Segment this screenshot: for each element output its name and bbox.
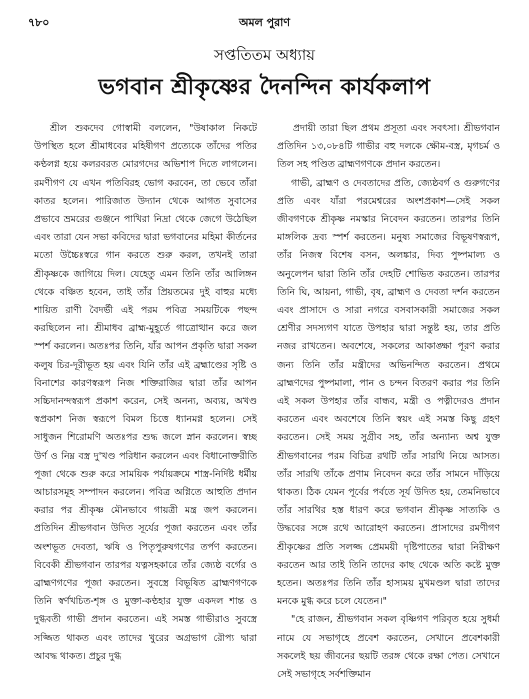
paragraph: শ্রীল শুকদেব গোস্বামী বললেন, "উষাকাল নিকটে উপস্থিত হলে শ্রীমাধবের মহিষীগণ প্রত্যেকে তাঁদের পতির কণ্ঠলগ্ন হয়ে কলরবরত মোরগদের অভিশাপ দিতে লাগলেন। রমণীগণ যে এখন পতিবিরহ ভোগ করবেন, তা ভেবে তাঁরা কাতর হলেন। পারিজাত উদ্যান থেকে আগত সুবাসের প্রভাবে ভ্রমরের গুঞ্জনে পাখিরা নিদ্রা থেকে জেগে উঠেছিল এবং তারা যেন সভা কবিদের দ্বারা ভগবানের মহিমা কীর্তনের মতো উচ্চৈঃস্বরে গান করতে শুরু করল, তখনই তারা শ্রীকৃষ্ণকে জাগিয়ে দিল। যেহেতু এমন তিনি তাঁর আলিঙ্গন থেকে বঞ্চিত হবেন, তাই তাঁর প্রিয়তমের দুই বাহুর মধ্যে শায়িত রাণী বৈদর্ভী এই পরম পবিত্র সময়টিকে পছন্দ করছিলেন না। শ্রীমাধব ব্রাহ্ম-মুহূর্তে গাত্রোত্থান করে জল স্পর্শ করলেন। অতঃপর তিনি, যাঁর আপন প্রকৃতি দ্বারা সকল কলুষ চির-দূরীভূত হয় এবং যিনি তাঁর এই ব্রহ্মাণ্ডের সৃষ্টি ও বিনাশের কারণস্বরূপ নিজ শক্তিরাজির দ্বারা তাঁর আপন সচ্চিদানন্দস্বরূপ প্রকাশ করেন, সেই অনন্য, অব্যয়, অখণ্ড স্বপ্রকাশ নিজ স্বরূপে বিমল চিত্তে ধ্যানমগ্ন হলেন। সেই সাধুজন শিরোমণি অতঃপর শুদ্ধ জলে স্নান করলেন। স্বচ্ছ উর্ণ ও নিম্ন বস্ত্র দু'খণ্ড পরিধান করলেন এবং বিধানোক্তরীতি পূজা থেকে শুরু করে সাময়িক পর্যায়ক্রমে শাস্ত্র-নির্দিষ্ট ধর্মীয় আচারসমূহ সম্পাদন করলেন। পবিত্র অগ্নিতে আহুতি প্রদান করার পর শ্রীকৃষ্ণ মৌনভাবে গায়ত্রী মন্ত্র জপ করলেন। প্রতিদিন শ্রীভগবান উদিত সূর্যের পূজা করতেন এবং তাঁর অংশভূত দেবতা, ঋষি ও পিতৃপুরুষগণের তর্পণ করতেন। বিবেকী শ্রীভগবান তারপর যত্নসহকারে তাঁর জ্যেষ্ঠ বর্গের ও ব্রাহ্মণগণের পূজা করতেন। সুবস্ত্রে বিভূষিত ব্রাহ্মণগণকে তিনি স্বর্ণখচিত-শৃঙ্গ ও মুক্তা-কণ্ঠহার যুক্ত একদল শান্ত ও দুগ্ধবতী গাভী প্রদান করতেন। এই সমস্ত গাভীরাও সুবস্ত্রে সজ্জিত থাকত এবং তাদের খুরের অগ্রভাগ রৌপ্য দ্বারা আবদ্ধ থাকত। প্রচুর দুগ্ধ bbox=[34, 123, 257, 662]
book-title: অমল পুরাণ bbox=[238, 16, 291, 29]
running-header bbox=[28, 14, 501, 30]
right-column bbox=[277, 120, 500, 690]
chapter-title: ভগবান শ্রীকৃষ্ণের দৈনন্দিন কার্যকলাপ bbox=[98, 75, 431, 100]
paragraph: "হে রাজন, শ্রীভগবান সকল বৃষ্ণিগণ পরিবৃত হয়ে সুধর্মা নামে যে সভাগৃহে প্রবেশ করতেন, সেখানে প্রবেশকারী সকলেই ছয় জীবনের ছয়টি তরঙ্গ থেকে রক্ষা পেত। সেখানে সেই সভাগৃহে সর্বশক্তিমান bbox=[277, 614, 500, 681]
paragraph: প্রদায়ী তারা ছিল প্রথম প্রসূতা এবং সবৎসা। শ্রীভগবান প্রতিদিন ১৩,০৮৪টি গাভীর বহু দলকে ক্ষৌম-বস্ত্র, মৃগচর্ম ও তিল সহ পণ্ডিত ব্রাহ্মণগণকে প্রদান করতেন। bbox=[277, 123, 500, 171]
paragraph: গাভী, ব্রাহ্মণ ও দেবতাদের প্রতি, জ্যেষ্ঠবর্গ ও গুরুগণের প্রতি এবং যাঁরা পরমেশ্বরের অংশপ্রকাশ—সেই সকল জীবগণকে শ্রীকৃষ্ণ নমস্কার নিবেদন করতেন। তারপর তিনি মাঙ্গলিক দ্রব্য স্পর্শ করতেন। মনুষ্য সমাজের বিভূষণস্বরূপ, তাঁর নিজস্ব বিশেষ বসন, অলঙ্কার, দিব্য পুষ্পমাল্য ও অনুলেপন দ্বারা তিনি তাঁর দেহটি শোভিত করতেন। তারপর তিনি ঘি, আয়না, গাভী, বৃষ, ব্রাহ্মণ ও দেবতা দর্শন করতেন এবং প্রাসাদে ও সারা নগরে বসবাসকারী সমাজের সকল শ্রেণীর সদস্যগণ যাতে উপহার দ্বারা সন্তুষ্ট হয়, তার প্রতি নজর রাখতেন। অবশেষে, সকলের আকাঙ্ক্ষা পূরণ করার জন্য তিনি তাঁর মন্ত্রীদের অভিনন্দিত করতেন। প্রথমে ব্রাহ্মণদের পুষ্পমালা, পান ও চন্দন বিতরণ করার পর তিনি এই সকল উপহার তাঁর বান্ধব, মন্ত্রী ও পত্নীদেরও প্রদান করতেন এবং অবশেষে তিনি স্বয়ং এই সমস্ত কিছু গ্রহণ করতেন। সেই সময় সুগ্রীব সহ, তাঁর অন্যান্য অশ্ব যুক্ত শ্রীভগবানের পরম বিচিত্র রথটি তাঁর সারথি নিয়ে আসত। তাঁর সারথি তাঁকে প্রণাম নিবেদন করে তাঁর সামনে দাঁড়িয়ে থাকত। ঠিক যেমন পূর্বের পর্বতে সূর্য উদিত হয়, তেমনিভাবে তাঁর সারথির হস্ত ধারণ করে ভগবান শ্রীকৃষ্ণ সাত্যকি ও উদ্ধবের সঙ্গে রথে আরোহণ করতেন। প্রাসাদের রমণীগণ শ্রীকৃষ্ণের প্রতি সলজ্জ প্রেমময়ী দৃষ্টিপাতের দ্বারা নিরীক্ষণ করতেন আর তাই তিনি তাদের কাছ থেকে অতি কষ্টে মুক্ত হতেন। অতঃপর তিনি তাঁর হাস্যময় মুখমণ্ডল দ্বারা তাদের মনকে মুগ্ধ করে চলে যেতেন।" bbox=[277, 177, 500, 608]
left-column bbox=[34, 120, 257, 690]
chapter-label: সপ্ততিতম অধ্যায় bbox=[213, 46, 316, 64]
page-number: ৭৮০ bbox=[28, 16, 50, 29]
text-columns bbox=[34, 120, 500, 690]
